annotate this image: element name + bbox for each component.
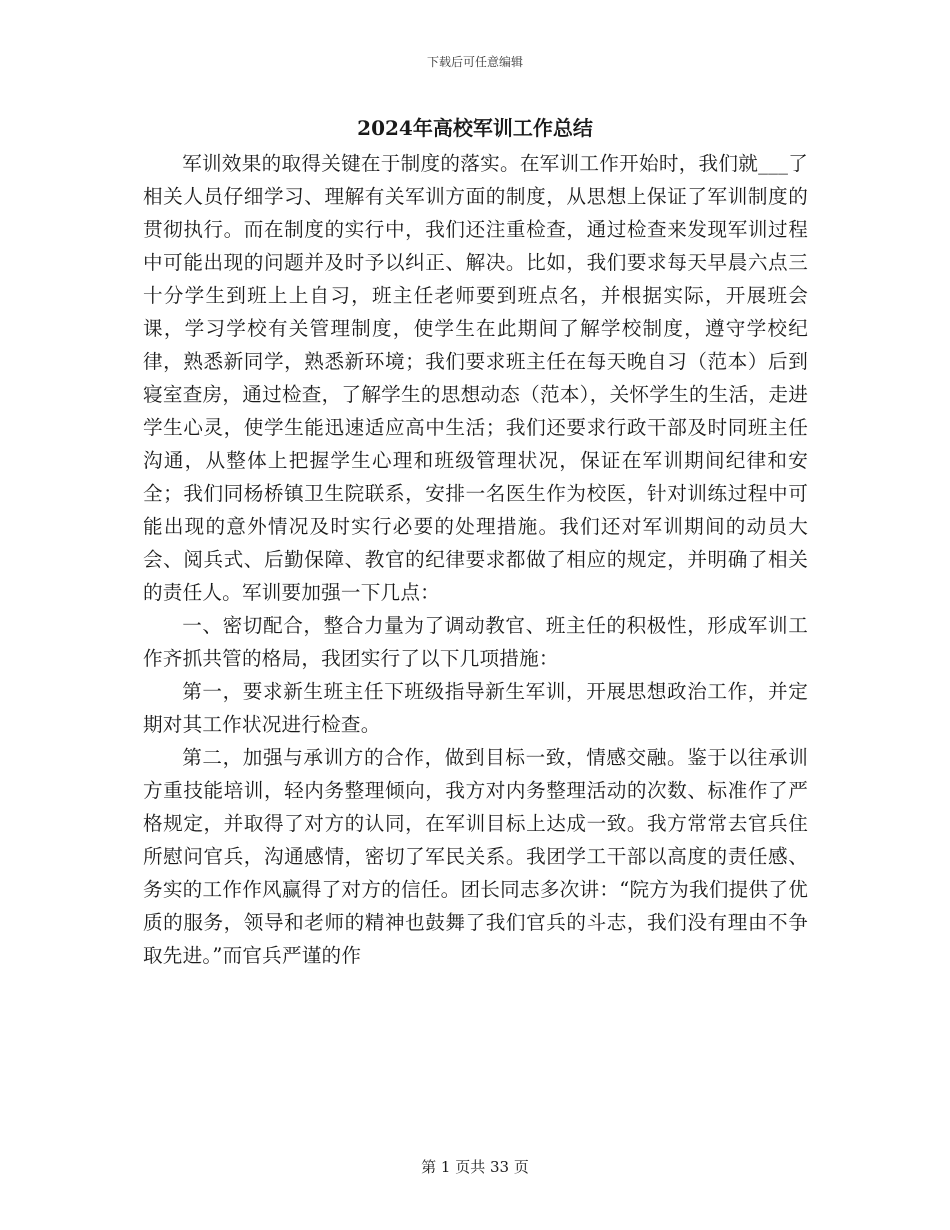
paragraph: 第二，加强与承训方的合作，做到目标一致，情感交融。鉴于以往承训方重技能培训，轻内务整理倾向，我方对内务整理活动的次数、标准作了严格规定，并取得了对方的认同，在军训目标上达成一致。我方常常去官兵住所慰问官兵，沟通感情，密切了军民关系。我团学工干部以高度的责任感、务实的工作作风赢得了对方的信任。团长同志多次讲：“院方为我们提供了优质的服务，领导和老师的精神也鼓舞了我们官兵的斗志，我们没有理由不争取先进。”而官兵严谨的作 (143, 746, 808, 967)
document-body (143, 147, 808, 972)
page-header-note: 下载后可任意编辑 (426, 55, 523, 69)
paragraph: 军训效果的取得关键在于制度的落实。在军训工作开始时，我们就___了相关人员仔细学习、理解有关军训方面的制度，从思想上保证了军训制度的贯彻执行。而在制度的实行中，我们还注重检查，通过检查来发现军训过程中可能出现的问题并及时予以纠正、解决。比如，我们要求每天早晨六点三十分学生到班上上自习，班主任老师要到班点名，并根据实际，开展班会课，学习学校有关管理制度，使学生在此期间了解学校制度，遵守学校纪律，熟悉新同学，熟悉新环境；我们要求班主任在每天晚自习（范本）后到寝室查房，通过检查，了解学生的思想动态（范本），关怀学生的生活，走进学生心灵，使学生能迅速适应高中生活；我们还要求行政干部及时同班主任沟通，从整体上把握学生心理和班级管理状况，保证在军训期间纪律和安全；我们同杨桥镇卫生院联系，安排一名医生作为校医，针对训练过程中可能出现的意外情况及时实行必要的处理措施。我们还对军训期间的动员大会、阅兵式、后勤保障、教官的纪律要求都做了相应的规定，并明确了相关的责任人。军训要加强一下几点： (143, 152, 808, 604)
page-footer-number: 第 1 页共 33 页 (421, 1158, 529, 1176)
paragraph: 一、密切配合，整合力量为了调动教官、班主任的积极性，形成军训工作齐抓共管的格局，我团实行了以下几项措施： (143, 614, 808, 670)
document-title: 2024年高校军训工作总结 (357, 116, 593, 140)
paragraph: 第一，要求新生班主任下班级指导新生军训，开展思想政治工作，并定期对其工作状况进行检查。 (143, 680, 808, 736)
